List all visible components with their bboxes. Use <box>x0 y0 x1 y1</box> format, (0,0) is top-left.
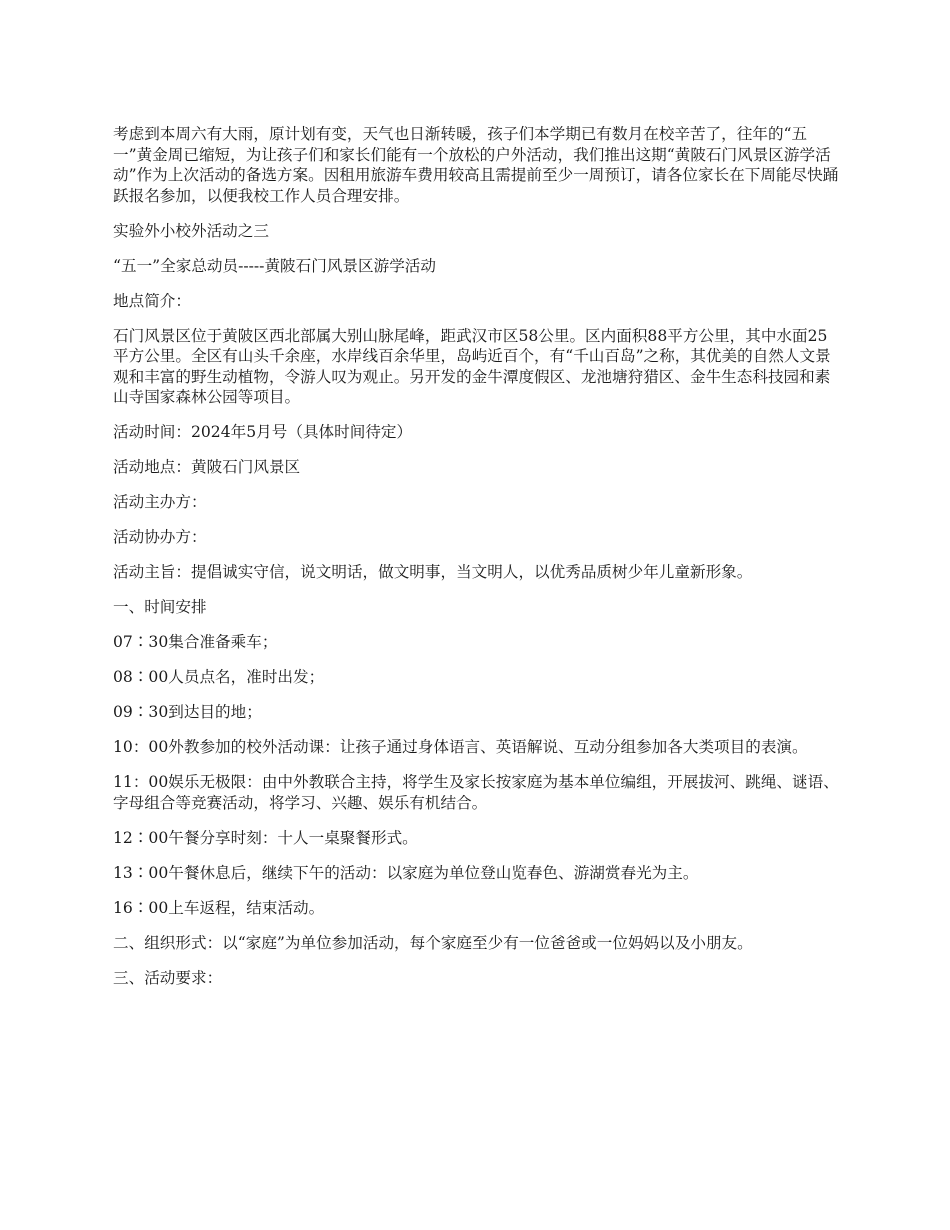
schedule-item: 11：00娱乐无极限：由中外教联合主持，将学生及家长按家庭为基本单位编组，开展拔河、跳绳、谜语、字母组合等竞赛活动，将学习、兴趣、娱乐有机结合。 <box>113 773 839 812</box>
schedule-item: 16∶00上车返程，结束活动。 <box>113 898 325 917</box>
activity-time: 活动时间：2024年5月号（具体时间待定） <box>113 423 413 441</box>
schedule-item: 13∶00午餐休息后，继续下午的活动：以家庭为单位登山览春色、游湖赏春光为主。 <box>113 863 699 882</box>
organization-form: 二、组织形式：以“家庭”为单位参加活动，每个家庭至少有一位爸爸或一位妈妈以及小朋友。 <box>113 933 753 952</box>
activity-co-organizer: 活动协办方： <box>113 528 207 546</box>
schedule-item: 09∶30到达目的地； <box>113 703 262 721</box>
event-title: “五一”全家总动员-----黄陂石门风景区游学活动 <box>113 256 436 275</box>
intro-paragraph: 考虑到本周六有大雨，原计划有变，天气也日渐转暖，孩子们本学期已有数月在校辛苦了，往年的“五一”黄金周已缩短，为让孩子们和家长们能有一个放松的户外活动，我们推出这期“黄陂石门风景区游学活动”作为上次活动的备选方案。因租用旅游车费用较高且需提前至少一周预订，请各位家长在下周能尽快踊跃报名参加，以便我校工作人员合理安排。 <box>113 125 839 205</box>
schedule-item: 12∶00午餐分享时刻：十人一桌聚餐形式。 <box>113 828 418 847</box>
requirements-heading: 三、活动要求： <box>113 968 223 987</box>
activity-purpose: 活动主旨：提倡诚实守信，说文明话，做文明事，当文明人，以优秀品质树少年儿童新形象。 <box>113 563 753 581</box>
schedule-heading: 一、时间安排 <box>113 598 207 616</box>
schedule-item: 07∶30集合准备乘车； <box>113 633 278 651</box>
activity-location: 活动地点：黄陂石门风景区 <box>113 458 301 476</box>
schedule-item: 08∶00人员点名，准时出发； <box>113 668 325 686</box>
schedule-item: 10：00外教参加的校外活动课：让孩子通过身体语言、英语解说、互动分组参加各大类项目的表演。 <box>113 738 808 756</box>
location-description: 石门风景区位于黄陂区西北部属大别山脉尾峰，距武汉市区58公里。区内面积88平方公里，其中水面25平方公里。全区有山头千余座，水岸线百余华里，岛屿近百个，有“千山百岛”之称，其优美的自然人文景观和丰富的野生动植物，令游人叹为观止。另开发的金牛潭度假区、龙池塘狩猎区、金牛生态科技园和素山寺国家森林公园等项目。 <box>113 326 831 406</box>
location-intro-heading: 地点简介： <box>113 291 191 310</box>
document-body <box>113 124 841 1003</box>
activity-organizer: 活动主办方： <box>113 493 207 511</box>
series-subtitle: 实验外小校外活动之三 <box>113 221 269 240</box>
